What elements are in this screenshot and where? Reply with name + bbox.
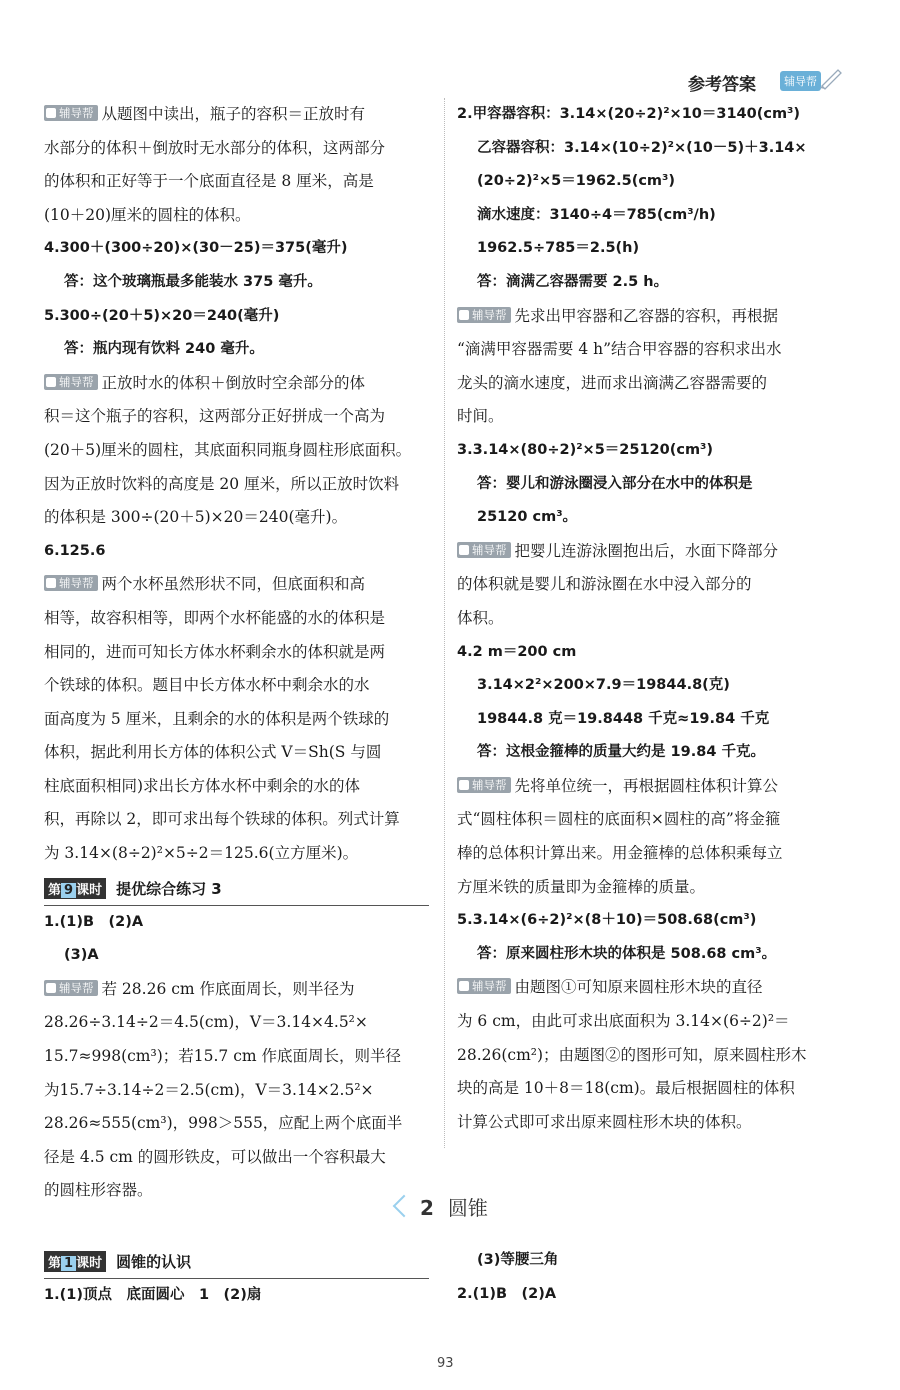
note-tag: 辅导帮	[457, 978, 511, 994]
line-text: 体积。	[457, 608, 504, 627]
line-text: 答：原来圆柱形木块的体积是 508.68 cm³。	[477, 945, 777, 962]
header-title: 参考答案	[688, 75, 756, 95]
pencil-icon	[818, 66, 844, 90]
line-text: 先求出甲容器和乙容器的容积，再根据	[514, 306, 779, 325]
line-text: 19844.8 克＝19.8448 千克≈19.84 千克	[477, 710, 770, 727]
line-text: 5.3.14×(6÷2)²×(8＋10)＝508.68(cm³)	[457, 912, 757, 929]
problem-line	[44, 300, 429, 334]
text-line	[44, 199, 429, 233]
text-line	[44, 736, 429, 770]
note-tag: 辅导帮	[457, 307, 511, 323]
line-text: 答：滴满乙容器需要 2.5 h。	[477, 273, 669, 290]
lesson-title: 圆锥的认识	[116, 1253, 192, 1271]
answer-line	[457, 938, 857, 972]
problem-line	[457, 904, 857, 938]
line-text: 面高度为 5 厘米，且剩余的水的体积是两个铁球的	[44, 709, 390, 728]
chapter-heading	[396, 1192, 488, 1221]
line-text: 积＝这个瓶子的容积，这两部分正好拼成一个高为	[44, 407, 386, 426]
line-text: 的体积就是婴儿和游泳圈在水中浸入部分的	[457, 575, 752, 594]
text-line	[44, 669, 429, 703]
note-tag-icon	[459, 981, 469, 991]
line-text: 为 6 cm，由此可求出底面积为 3.14×(6÷2)²＝	[457, 1012, 790, 1031]
line-text: 2.甲容器容积：3.14×(20÷2)²×10＝3140(cm³)	[457, 106, 801, 122]
line-text: 4.2 m＝200 cm	[457, 643, 577, 660]
lesson-title: 提优综合练习 3	[116, 879, 222, 898]
answer-line	[457, 736, 857, 770]
line-text: 的体积和正好等于一个底面直径是 8 厘米，高是	[44, 172, 374, 191]
text-line	[457, 568, 857, 602]
answer-line	[457, 501, 857, 535]
lesson-heading	[44, 873, 429, 906]
line-text: 1962.5÷785＝2.5(h)	[477, 240, 640, 257]
text-line	[44, 400, 429, 434]
bottom-right-column	[457, 1244, 857, 1311]
line-text: 把婴儿连游泳圈抱出后，水面下降部分	[514, 541, 779, 560]
answer-line	[457, 132, 857, 166]
line-text: 答：这根金箍棒的质量大约是 19.84 千克。	[477, 744, 765, 761]
answer-line	[457, 165, 857, 199]
line-text: 的圆柱形容器。	[44, 1181, 153, 1200]
note-tag: 辅导帮	[457, 542, 511, 558]
line-text: 时间。	[457, 407, 504, 426]
line-text: 6.125.6	[44, 542, 106, 559]
problem-line	[457, 1244, 857, 1278]
text-line	[457, 803, 857, 837]
line-text: 答：这个玻璃瓶最多能装水 375 毫升。	[64, 273, 322, 290]
left-column	[44, 98, 429, 1208]
text-line	[44, 1141, 429, 1175]
line-text: 块的高是 10＋8＝18(cm)。最后根据圆柱的体积	[457, 1079, 795, 1098]
text-line	[457, 602, 857, 636]
line-text: 15.7≈998(cm³)；若15.7 cm 作底面周长，则半径	[44, 1047, 402, 1066]
header-badge: 辅导帮	[780, 71, 821, 91]
line-text: “滴满甲容器需要 4 h”结合甲容器的容积求出水	[457, 340, 782, 359]
line-text: 正放时水的体积＋倒放时空余部分的体	[101, 373, 366, 392]
line-text: 龙头的滴水速度，进而求出滴满乙容器需要的	[457, 373, 768, 392]
note-tag: 辅导帮	[44, 980, 98, 996]
text-line	[457, 1072, 857, 1106]
bottom-left-column	[44, 1244, 429, 1313]
line-text: 为15.7÷3.14÷2＝2.5(cm)，V＝3.14×2.5²×	[44, 1080, 374, 1099]
line-text: 28.26÷3.14÷2＝4.5(cm)，V＝3.14×4.5²×	[44, 1013, 368, 1032]
lesson-badge: 第 9 课时	[44, 878, 106, 899]
line-text: 25120 cm³。	[477, 509, 578, 526]
note-tag-icon	[46, 108, 56, 118]
answer-line	[457, 703, 857, 737]
answer-line	[457, 468, 857, 502]
line-text: 由题图①可知原来圆柱形木块的直径	[514, 978, 763, 997]
note-line	[457, 535, 857, 569]
note-tag: 辅导帮	[44, 374, 98, 390]
line-text: 答：婴儿和游泳圈浸入部分在水中的体积是	[477, 475, 753, 492]
text-line	[457, 367, 857, 401]
problem-line	[457, 434, 857, 468]
line-text: 滴水速度：3140÷4＝785(cm³/h)	[477, 206, 716, 223]
problem-line	[44, 535, 429, 569]
line-text: 相等，故容积相等，即两个水杯能盛的水的体积是	[44, 608, 386, 627]
text-line	[457, 1039, 857, 1073]
note-line	[44, 973, 429, 1007]
answer-line	[457, 232, 857, 266]
line-text: 先将单位统一，再根据圆柱体积计算公	[514, 776, 779, 795]
line-text: (3)A	[64, 947, 99, 964]
text-line	[457, 400, 857, 434]
chevron-icon	[393, 1195, 416, 1218]
text-line	[44, 770, 429, 804]
line-text: 4.300＋(300÷20)×(30－25)＝375(毫升)	[44, 240, 348, 257]
note-tag-icon	[46, 377, 56, 387]
right-column	[457, 98, 857, 1139]
note-tag: 辅导帮	[44, 575, 98, 591]
text-line	[457, 1106, 857, 1140]
line-text: (3)等腰三角	[477, 1252, 559, 1268]
line-text: (20＋5)厘米的圆柱，其底面积同瓶身圆柱形底面积。	[44, 440, 412, 459]
note-tag-icon	[459, 310, 469, 320]
text-line	[44, 1074, 429, 1108]
note-line	[44, 367, 429, 401]
line-text: 答：瓶内现有饮料 240 毫升。	[64, 341, 264, 358]
text-line	[44, 434, 429, 468]
problem-line	[457, 1278, 857, 1312]
text-line	[457, 871, 857, 905]
line-text: 乙容器容积：3.14×(10÷2)²×(10－5)＋3.14×	[477, 139, 807, 156]
line-text: 积，再除以 2，即可求出每个铁球的体积。列式计算	[44, 810, 400, 829]
text-line	[457, 333, 857, 367]
text-line	[44, 468, 429, 502]
line-text: 体积，据此利用长方体的体积公式 V＝Sh(S 与圆	[44, 743, 382, 762]
line-text: 式“圆柱体积＝圆柱的底面积×圆柱的高”将金箍	[457, 810, 781, 829]
problem-line	[44, 939, 429, 973]
line-text: 若 28.26 cm 作底面周长，则半径为	[101, 979, 355, 998]
problem-line	[457, 636, 857, 670]
text-line	[44, 803, 429, 837]
page-number: 93	[437, 1356, 454, 1371]
chapter-number: 2	[420, 1196, 434, 1220]
text-line	[44, 501, 429, 535]
answer-line	[44, 266, 429, 300]
line-text: 柱底面积相同)求出长方体水杯中剩余的水的体	[44, 776, 361, 795]
note-line	[44, 568, 429, 602]
note-tag-icon	[459, 780, 469, 790]
note-tag-icon	[46, 983, 56, 993]
answer-line	[457, 199, 857, 233]
text-line	[44, 165, 429, 199]
line-text: 3.14×2²×200×7.9＝19844.8(克)	[477, 677, 730, 694]
problem-line	[457, 98, 857, 132]
line-text: (10＋20)厘米的圆柱的体积。	[44, 205, 251, 224]
text-line	[44, 132, 429, 166]
note-line	[457, 300, 857, 334]
line-text: 28.26≈555(cm³)，998＞555，应配上两个底面半	[44, 1114, 403, 1133]
line-text: 两个水杯虽然形状不同，但底面积和高	[101, 575, 366, 594]
note-tag-icon	[46, 578, 56, 588]
note-line	[457, 770, 857, 804]
note-tag-icon	[459, 545, 469, 555]
lesson-heading	[44, 1246, 429, 1279]
line-text: 3.3.14×(80÷2)²×5＝25120(cm³)	[457, 441, 714, 458]
line-text: 为 3.14×(8÷2)²×5÷2＝125.6(立方厘米)。	[44, 844, 359, 863]
note-line	[44, 98, 429, 132]
line-text: 2.(1)B (2)A	[457, 1285, 557, 1302]
line-text: 计算公式即可求出原来圆柱形木块的体积。	[457, 1112, 752, 1131]
problem-line	[44, 232, 429, 266]
line-text: 水部分的体积＋倒放时无水部分的体积，这两部分	[44, 138, 386, 157]
answer-line	[457, 669, 857, 703]
line-text: 1.(1)顶点 底面圆心 1 (2)扇	[44, 1287, 262, 1303]
problem-line	[44, 906, 429, 940]
line-text: 28.26(cm²)；由题图②的图形可知，原来圆柱形木	[457, 1045, 807, 1064]
text-line	[44, 1174, 429, 1208]
answer-line	[44, 333, 429, 367]
text-line	[44, 636, 429, 670]
line-text: 径是 4.5 cm 的圆形铁皮，可以做出一个容积最大	[44, 1147, 386, 1166]
text-line	[44, 1040, 429, 1074]
line-text: 棒的总体积计算出来。用金箍棒的总体积乘每立	[457, 844, 783, 863]
line-text: 从题图中读出，瓶子的容积＝正放时有	[101, 105, 366, 123]
line-text: (20÷2)²×5＝1962.5(cm³)	[477, 173, 676, 190]
lesson-badge: 第 1 课时	[44, 1251, 106, 1272]
line-text: 个铁球的体积。题目中长方体水杯中剩余水的水	[44, 676, 370, 695]
chapter-title: 圆锥	[447, 1196, 488, 1220]
text-line	[44, 703, 429, 737]
line-text: 因为正放时饮料的高度是 20 厘米，所以正放时饮料	[44, 474, 400, 493]
text-line	[457, 837, 857, 871]
line-text: 1.(1)B (2)A	[44, 913, 144, 930]
text-line	[44, 837, 429, 871]
answer-line	[457, 266, 857, 300]
note-tag: 辅导帮	[457, 777, 511, 793]
line-text: 的体积是 300÷(20＋5)×20＝240(毫升)。	[44, 508, 348, 527]
text-line	[44, 1006, 429, 1040]
column-divider	[444, 98, 446, 1148]
problem-line	[44, 1279, 429, 1313]
note-line	[457, 971, 857, 1005]
text-line	[44, 602, 429, 636]
line-text: 方厘米铁的质量即为金箍棒的质量。	[457, 877, 706, 896]
line-text: 相同的，进而可知长方体水杯剩余水的体积就是两	[44, 642, 386, 661]
text-line	[44, 1107, 429, 1141]
text-line	[457, 1005, 857, 1039]
line-text: 5.300÷(20＋5)×20＝240(毫升)	[44, 307, 280, 324]
note-tag: 辅导帮	[44, 105, 98, 121]
